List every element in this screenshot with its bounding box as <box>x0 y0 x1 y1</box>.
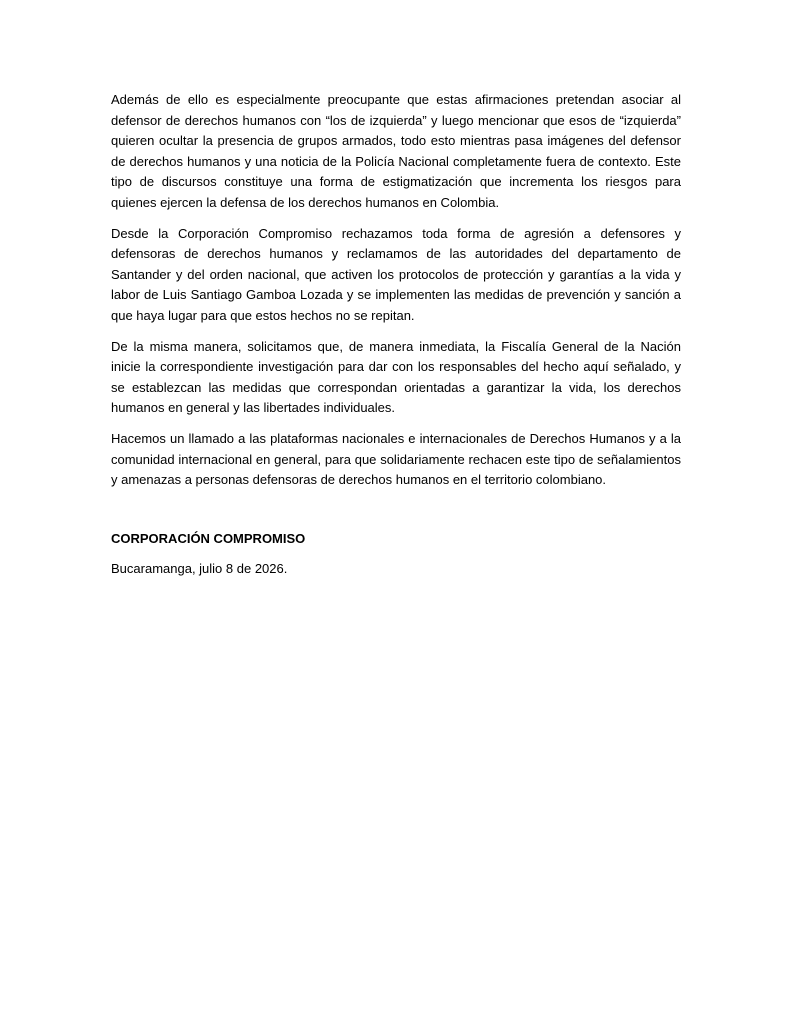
place-and-date: Bucaramanga, julio 8 de 2026. <box>111 561 288 577</box>
paragraph-stigmatization: Además de ello es especialmente preocupante que estas afirmaciones pretendan asociar al defensor de derechos humanos con “los de izquierda” y luego mencionar que esos de “izquierda” quieren ocultar la presencia de grupos armados, todo esto mientras pasa imágenes del defensor de derechos humanos y una noticia de la Policía Nacional completamente fuera de contexto. Este tipo de discursos constituye una forma de estigmatización que incrementa los riesgos para quienes ejercen la defensa de los derechos humanos en Colombia. <box>111 92 681 210</box>
document-body <box>111 90 681 580</box>
paragraph-rejection: Desde la Corporación Compromiso rechazamos toda forma de agresión a defensores y defensoras de derechos humanos y reclamamos de las autoridades del departamento de Santander y del orden nacional, que activen los protocolos de protección y garantías a la vida y labor de Luis Santiago Gamboa Lozada y se implementen las medidas de prevención y sanción a que haya lugar para que estos hechos no se repitan. <box>111 225 681 323</box>
paragraph-call-to-action: Hacemos un llamado a las plataformas nacionales e internacionales de Derechos Humanos y a la comunidad internacional en general, para que solidariamente rechacen este tipo de señalamientos y amenazas a personas defensoras de derechos humanos en el territorio colombiano. <box>111 430 681 488</box>
signature-organization: CORPORACIÓN COMPROMISO <box>111 530 306 546</box>
paragraph-investigation-request: De la misma manera, solicitamos que, de manera inmediata, la Fiscalía General de la Nación inicie la correspondiente investigación para dar con los responsables del hecho aquí señalado, y se establezcan las medidas que correspondan orientadas a garantizar la vida, los derechos humanos en general y las libertades individuales. <box>111 338 681 416</box>
